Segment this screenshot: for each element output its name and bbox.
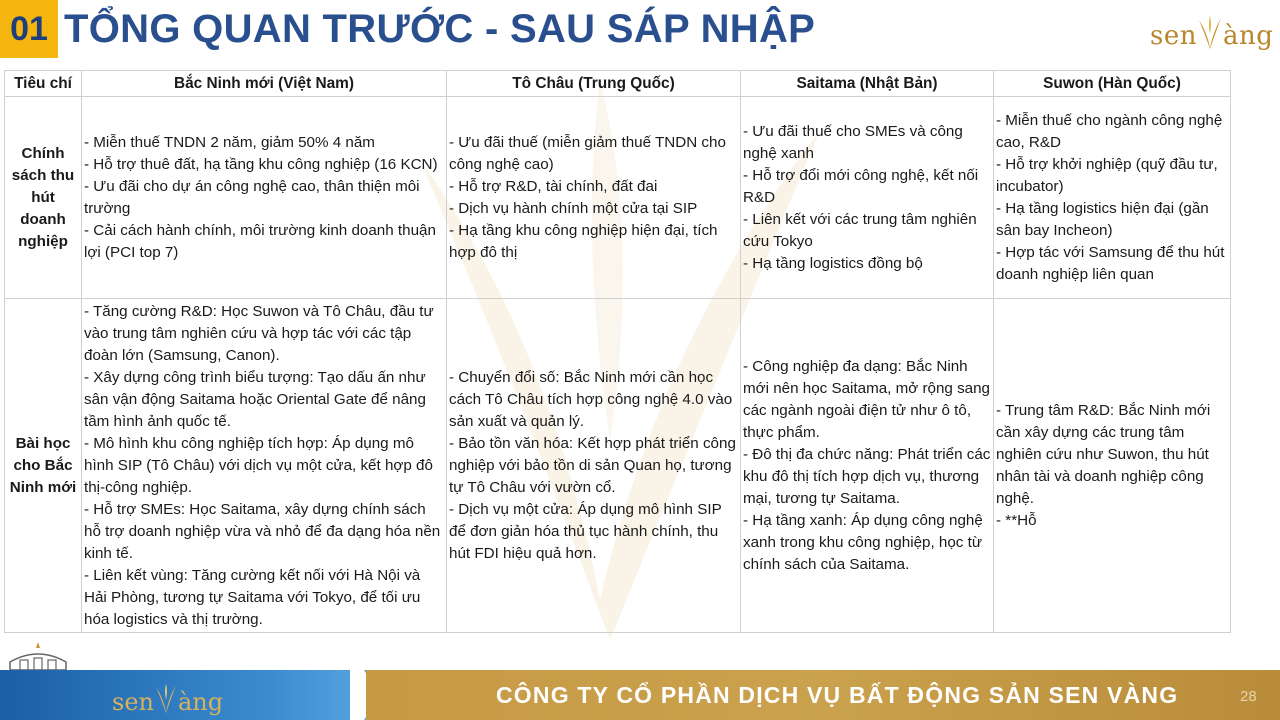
table-cell: - Chuyển đổi số: Bắc Ninh mới cần học cách Tô Châu tích hợp công nghệ 4.0 vào sản xuất và quản lý. - Bảo tồn văn hóa: Kết hợp phát triển công nghiệp với bảo tồn di sản Quan họ, tương tự Tô Châu với vườn cổ. - Dịch vụ một cửa: Áp dụng mô hình SIP để đơn giản hóa thủ tục hành chính, thu hút FDI hiệu quả hơn.: [447, 299, 741, 633]
table-cell: - Công nghiệp đa dạng: Bắc Ninh mới nên học Saitama, mở rộng sang các ngành ngoài điện tử như ô tô, thực phẩm. - Đô thị đa chức năng: Phát triển các khu đô thị tích hợp dịch vụ, thương mại, tương tự Saitama. - Hạ tầng xanh: Áp dụng công nghệ xanh trong khu công nghiệp, học từ chính sách của Saitama.: [741, 299, 994, 633]
column-header: Tô Châu (Trung Quốc): [447, 71, 741, 97]
section-number-badge: 01: [0, 0, 58, 58]
table-cell: - Miễn thuế cho ngành công nghệ cao, R&D - Hỗ trợ khởi nghiệp (quỹ đầu tư, incubator) - Hạ tầng logistics hiện đại (gần sân bay Incheon) - Hợp tác với Samsung để thu hút doanh nghiệp liên quan: [994, 97, 1231, 299]
lotus-v-icon: [1197, 14, 1223, 50]
comparison-table: [4, 70, 1231, 633]
footer-brand-logo: [112, 678, 252, 714]
brand-logo-text: sen àng: [1150, 14, 1273, 51]
building-emblem-icon: [6, 640, 70, 672]
table-row: [5, 97, 1231, 299]
table-cell: - Tăng cường R&D: Học Suwon và Tô Châu, đầu tư vào trung tâm nghiên cứu và hợp tác với các tập đoàn lớn (Samsung, Canon). - Xây dựng công trình biểu tượng: Tạo dấu ấn như sân vận động Saitama hoặc Oriental Gate để nâng tầm hình ảnh quốc tế. - Mô hình khu công nghiệp tích hợp: Áp dụng mô hình SIP (Tô Châu) với dịch vụ một cửa, kết hợp đô thị-công nghiệp. - Hỗ trợ SMEs: Học Saitama, xây dựng chính sách hỗ trợ doanh nghiệp vừa và nhỏ để đa dạng hóa nền kinh tế. - Liên kết vùng: Tăng cường kết nối với Hà Nội và Hải Phòng, tương tự Saitama với Tokyo, để tối ưu hóa logistics và thị trường.: [82, 299, 447, 633]
slide-footer: [0, 670, 1280, 720]
table-row: [5, 299, 1231, 633]
table-cell: - Ưu đãi thuế cho SMEs và công nghệ xanh - Hỗ trợ đổi mới công nghệ, kết nối R&D - Liên kết với các trung tâm nghiên cứu Tokyo - Hạ tầng logistics đồng bộ: [741, 97, 994, 299]
brand-logo: [1150, 2, 1274, 51]
table-header-row: [5, 71, 1231, 97]
column-header: Bắc Ninh mới (Việt Nam): [82, 71, 447, 97]
slide-header: [0, 0, 1280, 60]
row-criterion: Bài học cho Bắc Ninh mới: [5, 299, 82, 633]
row-criterion: Chính sách thu hút doanh nghiệp: [5, 97, 82, 299]
column-header: Suwon (Hàn Quốc): [994, 71, 1231, 97]
table-cell: - Miễn thuế TNDN 2 năm, giảm 50% 4 năm - Hỗ trợ thuê đất, hạ tầng khu công nghiệp (16 KCN) - Ưu đãi cho dự án công nghệ cao, thân thiện môi trường - Cải cách hành chính, môi trường kinh doanh thuận lợi (PCI top 7): [82, 97, 447, 299]
table-cell: - Trung tâm R&D: Bắc Ninh mới cần xây dựng các trung tâm nghiên cứu như Suwon, thu hút nhân tài và doanh nghiệp công nghệ. - **Hỗ: [994, 299, 1231, 633]
lotus-v-icon: [154, 682, 178, 714]
footer-logo-text: sen àng: [112, 682, 223, 716]
company-name: CÔNG TY CỔ PHẦN DỊCH VỤ BẤT ĐỘNG SẢN SEN VÀNG: [496, 682, 1179, 708]
page-number: 28: [1240, 688, 1257, 705]
page-title: TỔNG QUAN TRƯỚC - SAU SÁP NHẬP: [64, 7, 816, 51]
column-header: Saitama (Nhật Bản): [741, 71, 994, 97]
table-cell: - Ưu đãi thuế (miễn giảm thuế TNDN cho công nghệ cao) - Hỗ trợ R&D, tài chính, đất đai - Dịch vụ hành chính một cửa tại SIP - Hạ tầng khu công nghiệp hiện đại, tích hợp đô thị: [447, 97, 741, 299]
column-header: Tiêu chí: [5, 71, 82, 97]
